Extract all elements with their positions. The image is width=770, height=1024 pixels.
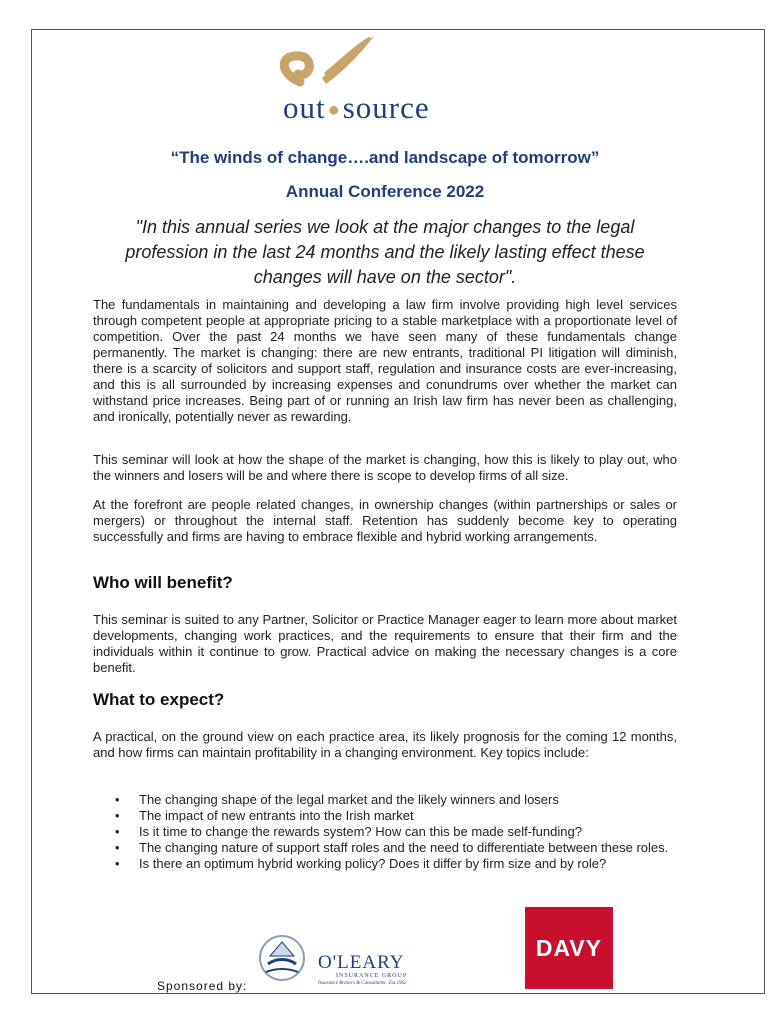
expect-text: A practical, on the ground view on each practice area, its likely prognosis for the coming 12 months, and how firms can maintain profitability in a changing environment. Key topics include: bbox=[93, 729, 677, 760]
subheadline: Annual Conference 2022 bbox=[285, 182, 485, 201]
benefit-text: This seminar is suited to any Partner, Solicitor or Practice Manager eager to learn more about market developments, changing work practices, and the requirements to ensure that their firm and the individuals within it continue to grow. Practical advice on making the necessary changes is a core benefit. bbox=[93, 612, 677, 675]
brand-name-right: source bbox=[342, 90, 430, 125]
key-topics-list bbox=[93, 792, 677, 872]
oleary-subtitle: INSURANCE GROUP bbox=[336, 973, 408, 979]
list-item: • The changing nature of support staff roles and the need to differentiate between these roles. bbox=[93, 840, 677, 856]
paragraph-forefront: At the forefront are people related changes, in ownership changes (within partnerships or sales or mergers) or throughout the internal staff. Retention has suddenly become key to operating successfully and firms are having to embrace flexible and hybrid working arrangements. bbox=[93, 497, 677, 544]
paragraph-seminar: This seminar will look at how the shape of the market is changing, how this is likely to play out, who the winners and losers will be and where there is scope to develop firms of all size. bbox=[93, 452, 677, 483]
brand-name-left: out bbox=[283, 90, 326, 125]
davy-logo: DAVY bbox=[525, 907, 613, 989]
brand-wordmark bbox=[283, 90, 430, 126]
sponsored-by-label: Sponsored by: bbox=[157, 979, 248, 993]
benefit-heading: Who will benefit? bbox=[93, 573, 233, 592]
list-item: • Is it time to change the rewards system? How can this be made self-funding? bbox=[93, 824, 677, 840]
list-item: • The impact of new entrants into the Irish market bbox=[93, 808, 677, 824]
paragraph-fundamentals: The fundamentals in maintaining and developing a law firm involve providing high level services through competent people at appropriate pricing to a stable marketplace with a proportionate level of competition. Over the past 24 months we have seen many of these fundamentals change permanently. The market is changing: there are new entrants, traditional PI litigation will diminish, there is a scarcity of solicitors and support staff, regulation and insurance costs are ever-increasing, and this is all surrounded by increasing expenses and conundrums over whether the market can withstand price increases. Being part of or running an Irish law firm has never been as challenging, and ironically, potentially never as rewarding. bbox=[93, 297, 677, 424]
intro-quote: "In this annual series we look at the major changes to the legal profession in the last 24 months and the likely lasting effect these changes will have on the sector". bbox=[125, 217, 645, 287]
oleary-tagline: Insurance Brokers & Consultants . Est.1962 bbox=[318, 981, 407, 986]
list-item: • The changing shape of the legal market and the likely winners and losers bbox=[93, 792, 677, 808]
list-item: • Is there an optimum hybrid working policy? Does it differ by firm size and by role? bbox=[93, 856, 677, 872]
oleary-name: O'LEARY bbox=[318, 952, 405, 973]
headline: “The winds of change….and landscape of tomorrow” bbox=[170, 148, 600, 167]
brand-dot-icon: ● bbox=[327, 99, 341, 122]
expect-heading: What to expect? bbox=[93, 690, 225, 709]
